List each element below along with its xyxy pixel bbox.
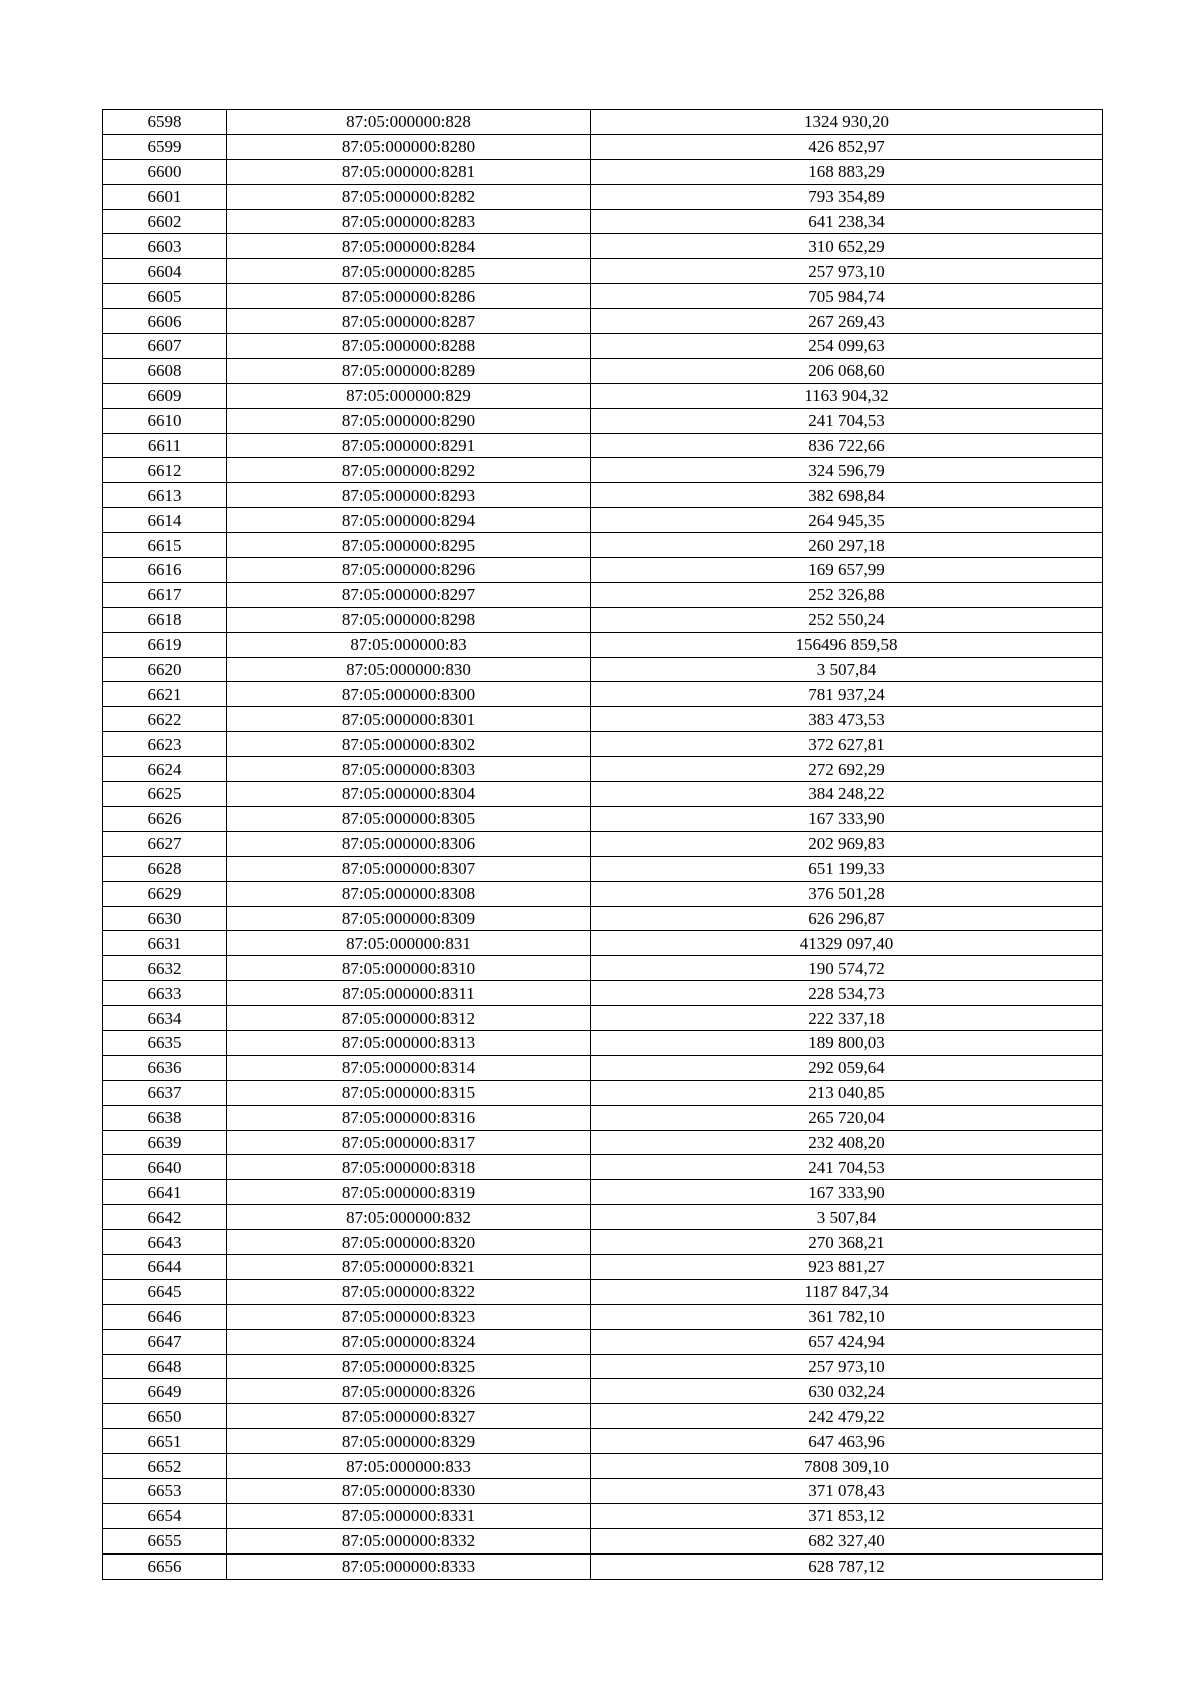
- cadastral-value-cell: 156496 859,58: [591, 632, 1103, 657]
- cadastral-number-cell: 87:05:000000:8316: [227, 1105, 591, 1130]
- cadastral-value-cell: 270 368,21: [591, 1230, 1103, 1255]
- row-number-cell: 6640: [103, 1155, 227, 1180]
- cadastral-value-cell: 682 327,40: [591, 1528, 1103, 1553]
- row-number-cell: 6631: [103, 931, 227, 956]
- cadastral-number-cell: 87:05:000000:8332: [227, 1528, 591, 1553]
- row-number-cell: 6656: [103, 1554, 227, 1579]
- cadastral-number-cell: 87:05:000000:8300: [227, 682, 591, 707]
- cadastral-number-cell: 87:05:000000:8303: [227, 757, 591, 782]
- table-row: [103, 632, 1103, 657]
- cadastral-number-cell: 87:05:000000:8296: [227, 558, 591, 583]
- row-number-cell: 6624: [103, 757, 227, 782]
- cadastral-number-cell: 87:05:000000:8318: [227, 1155, 591, 1180]
- cadastral-value-cell: 190 574,72: [591, 956, 1103, 981]
- table-row: [103, 284, 1103, 309]
- cadastral-value-cell: 167 333,90: [591, 1180, 1103, 1205]
- cadastral-value-cell: 641 238,34: [591, 209, 1103, 234]
- cadastral-number-cell: 87:05:000000:8298: [227, 607, 591, 632]
- row-number-cell: 6617: [103, 582, 227, 607]
- row-number-cell: 6605: [103, 284, 227, 309]
- cadastral-number-cell: 87:05:000000:829: [227, 383, 591, 408]
- table-row: [103, 1055, 1103, 1080]
- cadastral-value-cell: 7808 309,10: [591, 1454, 1103, 1479]
- table-row: [103, 1130, 1103, 1155]
- row-number-cell: 6600: [103, 159, 227, 184]
- row-number-cell: 6602: [103, 209, 227, 234]
- table-row: [103, 1329, 1103, 1354]
- cadastral-value-cell: 254 099,63: [591, 334, 1103, 359]
- cadastral-value-cell: 651 199,33: [591, 856, 1103, 881]
- cadastral-value-cell: 630 032,24: [591, 1379, 1103, 1404]
- cadastral-value-cell: 242 479,22: [591, 1404, 1103, 1429]
- row-number-cell: 6652: [103, 1454, 227, 1479]
- row-number-cell: 6645: [103, 1279, 227, 1304]
- row-number-cell: 6632: [103, 956, 227, 981]
- cadastral-number-cell: 87:05:000000:8315: [227, 1080, 591, 1105]
- cadastral-value-cell: 252 326,88: [591, 582, 1103, 607]
- row-number-cell: 6629: [103, 881, 227, 906]
- cadastral-value-cell: 324 596,79: [591, 458, 1103, 483]
- table-row: [103, 1554, 1103, 1579]
- table-row: [103, 1080, 1103, 1105]
- row-number-cell: 6653: [103, 1478, 227, 1503]
- cadastral-number-cell: 87:05:000000:833: [227, 1454, 591, 1479]
- cadastral-number-cell: 87:05:000000:8324: [227, 1329, 591, 1354]
- cadastral-value-table: [102, 109, 1103, 1580]
- cadastral-number-cell: 87:05:000000:8305: [227, 806, 591, 831]
- row-number-cell: 6619: [103, 632, 227, 657]
- cadastral-number-cell: 87:05:000000:8327: [227, 1404, 591, 1429]
- table-row: [103, 508, 1103, 533]
- cadastral-number-cell: 87:05:000000:8290: [227, 408, 591, 433]
- table-row: [103, 1528, 1103, 1553]
- table-row: [103, 159, 1103, 184]
- table-row: [103, 558, 1103, 583]
- cadastral-number-cell: 87:05:000000:8308: [227, 881, 591, 906]
- table-row: [103, 856, 1103, 881]
- row-number-cell: 6638: [103, 1105, 227, 1130]
- cadastral-value-cell: 265 720,04: [591, 1105, 1103, 1130]
- cadastral-number-cell: 87:05:000000:8307: [227, 856, 591, 881]
- cadastral-number-cell: 87:05:000000:8313: [227, 1030, 591, 1055]
- table-row: [103, 981, 1103, 1006]
- cadastral-value-cell: 222 337,18: [591, 1006, 1103, 1031]
- cadastral-number-cell: 87:05:000000:8322: [227, 1279, 591, 1304]
- cadastral-value-cell: 292 059,64: [591, 1055, 1103, 1080]
- cadastral-number-cell: 87:05:000000:8326: [227, 1379, 591, 1404]
- row-number-cell: 6650: [103, 1404, 227, 1429]
- cadastral-number-cell: 87:05:000000:8292: [227, 458, 591, 483]
- cadastral-value-cell: 310 652,29: [591, 234, 1103, 259]
- cadastral-number-cell: 87:05:000000:8291: [227, 433, 591, 458]
- cadastral-number-cell: 87:05:000000:8310: [227, 956, 591, 981]
- row-number-cell: 6637: [103, 1080, 227, 1105]
- cadastral-value-cell: 1324 930,20: [591, 110, 1103, 135]
- row-number-cell: 6628: [103, 856, 227, 881]
- cadastral-number-cell: 87:05:000000:8288: [227, 334, 591, 359]
- cadastral-value-cell: 167 333,90: [591, 806, 1103, 831]
- row-number-cell: 6611: [103, 433, 227, 458]
- cadastral-value-cell: 189 800,03: [591, 1030, 1103, 1055]
- cadastral-number-cell: 87:05:000000:8314: [227, 1055, 591, 1080]
- row-number-cell: 6623: [103, 732, 227, 757]
- row-number-cell: 6618: [103, 607, 227, 632]
- table-row: [103, 1354, 1103, 1379]
- cadastral-value-cell: 41329 097,40: [591, 931, 1103, 956]
- table-row: [103, 831, 1103, 856]
- row-number-cell: 6649: [103, 1379, 227, 1404]
- cadastral-value-cell: 252 550,24: [591, 607, 1103, 632]
- cadastral-number-cell: 87:05:000000:8333: [227, 1554, 591, 1579]
- table-row: [103, 383, 1103, 408]
- cadastral-number-cell: 87:05:000000:83: [227, 632, 591, 657]
- row-number-cell: 6647: [103, 1329, 227, 1354]
- table-row: [103, 483, 1103, 508]
- cadastral-number-cell: 87:05:000000:8284: [227, 234, 591, 259]
- cadastral-number-cell: 87:05:000000:828: [227, 110, 591, 135]
- row-number-cell: 6606: [103, 309, 227, 334]
- cadastral-value-cell: 228 534,73: [591, 981, 1103, 1006]
- table-row: [103, 757, 1103, 782]
- table-body: [103, 110, 1103, 1580]
- cadastral-number-cell: 87:05:000000:8301: [227, 707, 591, 732]
- row-number-cell: 6644: [103, 1254, 227, 1279]
- cadastral-value-cell: 272 692,29: [591, 757, 1103, 782]
- table-row: [103, 259, 1103, 284]
- cadastral-value-cell: 793 354,89: [591, 184, 1103, 209]
- table-row: [103, 309, 1103, 334]
- row-number-cell: 6646: [103, 1304, 227, 1329]
- cadastral-number-cell: 87:05:000000:832: [227, 1205, 591, 1230]
- cadastral-value-cell: 372 627,81: [591, 732, 1103, 757]
- cadastral-value-cell: 213 040,85: [591, 1080, 1103, 1105]
- row-number-cell: 6630: [103, 906, 227, 931]
- row-number-cell: 6636: [103, 1055, 227, 1080]
- cadastral-number-cell: 87:05:000000:8286: [227, 284, 591, 309]
- row-number-cell: 6641: [103, 1180, 227, 1205]
- cadastral-number-cell: 87:05:000000:8304: [227, 782, 591, 807]
- cadastral-number-cell: 87:05:000000:8283: [227, 209, 591, 234]
- cadastral-value-cell: 781 937,24: [591, 682, 1103, 707]
- cadastral-number-cell: 87:05:000000:8330: [227, 1478, 591, 1503]
- cadastral-number-cell: 87:05:000000:8281: [227, 159, 591, 184]
- cadastral-value-cell: 657 424,94: [591, 1329, 1103, 1354]
- table-row: [103, 1279, 1103, 1304]
- cadastral-number-cell: 87:05:000000:8297: [227, 582, 591, 607]
- cadastral-value-cell: 257 973,10: [591, 259, 1103, 284]
- row-number-cell: 6599: [103, 134, 227, 159]
- table-row: [103, 1404, 1103, 1429]
- table-row: [103, 334, 1103, 359]
- cadastral-value-cell: 382 698,84: [591, 483, 1103, 508]
- cadastral-value-cell: 267 269,43: [591, 309, 1103, 334]
- row-number-cell: 6613: [103, 483, 227, 508]
- table-row: [103, 782, 1103, 807]
- table-row: [103, 1205, 1103, 1230]
- table-row: [103, 732, 1103, 757]
- table-row: [103, 1503, 1103, 1528]
- cadastral-value-cell: 628 787,12: [591, 1554, 1103, 1579]
- row-number-cell: 6627: [103, 831, 227, 856]
- row-number-cell: 6607: [103, 334, 227, 359]
- row-number-cell: 6648: [103, 1354, 227, 1379]
- row-number-cell: 6655: [103, 1528, 227, 1553]
- table-row: [103, 1429, 1103, 1454]
- row-number-cell: 6634: [103, 1006, 227, 1031]
- table-row: [103, 408, 1103, 433]
- row-number-cell: 6625: [103, 782, 227, 807]
- cadastral-value-cell: 376 501,28: [591, 881, 1103, 906]
- cadastral-value-cell: 361 782,10: [591, 1304, 1103, 1329]
- cadastral-value-cell: 1187 847,34: [591, 1279, 1103, 1304]
- table-row: [103, 184, 1103, 209]
- cadastral-number-cell: 87:05:000000:8319: [227, 1180, 591, 1205]
- table-row: [103, 358, 1103, 383]
- row-number-cell: 6616: [103, 558, 227, 583]
- table-row: [103, 806, 1103, 831]
- table-row: [103, 1105, 1103, 1130]
- cadastral-number-cell: 87:05:000000:830: [227, 657, 591, 682]
- cadastral-number-cell: 87:05:000000:8289: [227, 358, 591, 383]
- cadastral-number-cell: 87:05:000000:8282: [227, 184, 591, 209]
- table-row: [103, 582, 1103, 607]
- row-number-cell: 6635: [103, 1030, 227, 1055]
- cadastral-number-cell: 87:05:000000:8311: [227, 981, 591, 1006]
- cadastral-value-cell: 384 248,22: [591, 782, 1103, 807]
- row-number-cell: 6612: [103, 458, 227, 483]
- table-row: [103, 1006, 1103, 1031]
- row-number-cell: 6598: [103, 110, 227, 135]
- table-row: [103, 1304, 1103, 1329]
- cadastral-value-cell: 371 078,43: [591, 1478, 1103, 1503]
- row-number-cell: 6609: [103, 383, 227, 408]
- table-row: [103, 458, 1103, 483]
- table-row: [103, 234, 1103, 259]
- cadastral-number-cell: 87:05:000000:8325: [227, 1354, 591, 1379]
- cadastral-value-cell: 647 463,96: [591, 1429, 1103, 1454]
- row-number-cell: 6614: [103, 508, 227, 533]
- row-number-cell: 6608: [103, 358, 227, 383]
- row-number-cell: 6603: [103, 234, 227, 259]
- cadastral-number-cell: 87:05:000000:8321: [227, 1254, 591, 1279]
- cadastral-value-cell: 206 068,60: [591, 358, 1103, 383]
- table-row: [103, 1030, 1103, 1055]
- row-number-cell: 6639: [103, 1130, 227, 1155]
- row-number-cell: 6643: [103, 1230, 227, 1255]
- row-number-cell: 6601: [103, 184, 227, 209]
- cadastral-value-cell: 3 507,84: [591, 1205, 1103, 1230]
- cadastral-number-cell: 87:05:000000:831: [227, 931, 591, 956]
- cadastral-number-cell: 87:05:000000:8323: [227, 1304, 591, 1329]
- table-row: [103, 956, 1103, 981]
- table-row: [103, 657, 1103, 682]
- row-number-cell: 6626: [103, 806, 227, 831]
- cadastral-value-cell: 371 853,12: [591, 1503, 1103, 1528]
- table-row: [103, 110, 1103, 135]
- cadastral-value-cell: 260 297,18: [591, 533, 1103, 558]
- table-row: [103, 433, 1103, 458]
- table-row: [103, 607, 1103, 632]
- cadastral-number-cell: 87:05:000000:8331: [227, 1503, 591, 1528]
- cadastral-value-cell: 202 969,83: [591, 831, 1103, 856]
- row-number-cell: 6610: [103, 408, 227, 433]
- cadastral-value-cell: 168 883,29: [591, 159, 1103, 184]
- cadastral-number-cell: 87:05:000000:8309: [227, 906, 591, 931]
- row-number-cell: 6615: [103, 533, 227, 558]
- cadastral-number-cell: 87:05:000000:8280: [227, 134, 591, 159]
- cadastral-value-cell: 241 704,53: [591, 1155, 1103, 1180]
- table-row: [103, 209, 1103, 234]
- cadastral-number-cell: 87:05:000000:8312: [227, 1006, 591, 1031]
- table-row: [103, 931, 1103, 956]
- table-row: [103, 881, 1103, 906]
- cadastral-value-cell: 426 852,97: [591, 134, 1103, 159]
- table-row: [103, 1180, 1103, 1205]
- table-row: [103, 1155, 1103, 1180]
- row-number-cell: 6654: [103, 1503, 227, 1528]
- row-number-cell: 6622: [103, 707, 227, 732]
- table-row: [103, 1379, 1103, 1404]
- table-row: [103, 682, 1103, 707]
- cadastral-number-cell: 87:05:000000:8320: [227, 1230, 591, 1255]
- row-number-cell: 6621: [103, 682, 227, 707]
- cadastral-number-cell: 87:05:000000:8285: [227, 259, 591, 284]
- row-number-cell: 6651: [103, 1429, 227, 1454]
- table-row: [103, 134, 1103, 159]
- row-number-cell: 6633: [103, 981, 227, 1006]
- table-row: [103, 707, 1103, 732]
- cadastral-number-cell: 87:05:000000:8293: [227, 483, 591, 508]
- cadastral-number-cell: 87:05:000000:8287: [227, 309, 591, 334]
- cadastral-value-cell: 169 657,99: [591, 558, 1103, 583]
- table-row: [103, 906, 1103, 931]
- cadastral-number-cell: 87:05:000000:8329: [227, 1429, 591, 1454]
- row-number-cell: 6642: [103, 1205, 227, 1230]
- cadastral-number-cell: 87:05:000000:8302: [227, 732, 591, 757]
- cadastral-value-cell: 383 473,53: [591, 707, 1103, 732]
- cadastral-value-cell: 232 408,20: [591, 1130, 1103, 1155]
- table-row: [103, 533, 1103, 558]
- document-page: [102, 109, 1102, 1580]
- cadastral-value-cell: 264 945,35: [591, 508, 1103, 533]
- cadastral-value-cell: 3 507,84: [591, 657, 1103, 682]
- table-row: [103, 1230, 1103, 1255]
- row-number-cell: 6620: [103, 657, 227, 682]
- cadastral-value-cell: 626 296,87: [591, 906, 1103, 931]
- cadastral-value-cell: 705 984,74: [591, 284, 1103, 309]
- cadastral-value-cell: 923 881,27: [591, 1254, 1103, 1279]
- cadastral-value-cell: 836 722,66: [591, 433, 1103, 458]
- table-row: [103, 1454, 1103, 1479]
- cadastral-value-cell: 1163 904,32: [591, 383, 1103, 408]
- cadastral-number-cell: 87:05:000000:8306: [227, 831, 591, 856]
- table-row: [103, 1254, 1103, 1279]
- cadastral-number-cell: 87:05:000000:8294: [227, 508, 591, 533]
- row-number-cell: 6604: [103, 259, 227, 284]
- cadastral-number-cell: 87:05:000000:8317: [227, 1130, 591, 1155]
- cadastral-value-cell: 241 704,53: [591, 408, 1103, 433]
- cadastral-value-cell: 257 973,10: [591, 1354, 1103, 1379]
- cadastral-number-cell: 87:05:000000:8295: [227, 533, 591, 558]
- table-row: [103, 1478, 1103, 1503]
